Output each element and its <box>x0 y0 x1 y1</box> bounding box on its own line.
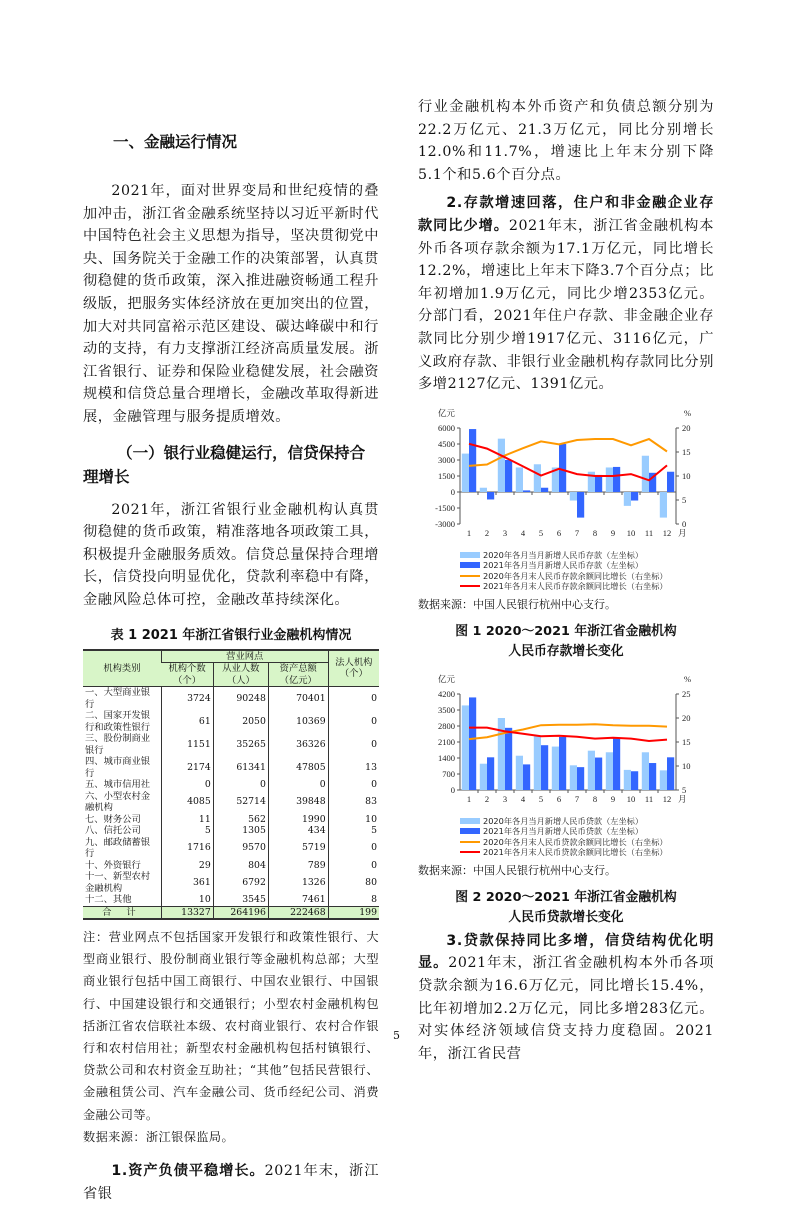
svg-text:5: 5 <box>538 793 544 804</box>
cell-assets: 5719 <box>268 837 328 860</box>
cell-staff: 9570 <box>213 837 268 860</box>
cell-staff: 6792 <box>213 871 268 894</box>
svg-text:3000: 3000 <box>438 454 455 465</box>
col-legal: 法人机构（个） <box>328 650 379 687</box>
svg-text:亿元: 亿元 <box>438 407 456 418</box>
cell-name: 六、小型农村金融机构 <box>85 790 151 813</box>
cell-staff: 562 <box>213 814 268 826</box>
banking-paragraph: 2021年，浙江省银行业金融机构认真贯彻稳健的货币政策，精准落地各项政策工具，积极提升金融服务质效。信贷总量保持合理增长，信贷投向明显优化，贷款利率稳中有降，金融风险总体可控，金融改革持续深化。 <box>83 501 379 608</box>
svg-text:6: 6 <box>556 527 562 538</box>
svg-text:11: 11 <box>644 527 654 538</box>
svg-text:-1500: -1500 <box>435 502 455 513</box>
legend-label: 2020年各月当月新增人民币贷款（左坐标） <box>483 815 644 826</box>
assets-lead: 1.资产负债平稳增长。 <box>111 1163 265 1180</box>
svg-text:3500: 3500 <box>438 704 455 715</box>
table-row <box>83 791 379 814</box>
cell-assets: 70401 <box>268 687 328 711</box>
deposit-chart-legend <box>460 550 714 592</box>
loan-chart-svg <box>418 670 714 810</box>
legend-label: 2021年各月末人民币贷款余额同比增长（右坐标） <box>483 847 668 858</box>
cell-legal: 0 <box>328 779 379 791</box>
svg-text:7: 7 <box>574 527 580 538</box>
cell-staff: 264196 <box>213 906 268 919</box>
legend-item <box>460 581 714 592</box>
loan-text: 2021年末，浙江省金融机构本外币各项贷款余额为16.6万亿元，同比增长15.4%，比年初增加2.2万亿元，同比多增283亿元。对实体经济领域信贷支持力度稳固。2021年，浙江省民营 <box>418 955 714 1062</box>
loan-lead: 3.贷款保持同比多增，信贷结构优化明显。 <box>418 932 714 972</box>
table-total-row <box>83 906 379 919</box>
svg-text:0: 0 <box>682 518 687 529</box>
cell-count: 1716 <box>161 837 213 860</box>
svg-text:0: 0 <box>450 486 455 497</box>
cell-name: 十二、其他 <box>85 894 132 905</box>
cell-count: 3724 <box>161 687 213 711</box>
fig2-caption-line1: 图 2 2020～2021 年浙江省金融机构 <box>455 889 677 905</box>
legend-label: 2020年各月当月新增人民币存款（左坐标） <box>483 549 644 560</box>
cell-legal: 0 <box>328 687 379 711</box>
legend-label: 2021年各月末人民币存款余额同比增长（右坐标） <box>483 581 668 592</box>
cell-assets: 36326 <box>268 733 328 756</box>
cell-legal: 0 <box>328 860 379 872</box>
fig1-caption <box>418 622 714 662</box>
cell-name: 合 计 <box>102 906 142 918</box>
table-row <box>83 756 379 779</box>
svg-text:0: 0 <box>450 784 455 795</box>
table-note <box>83 926 379 1148</box>
left-column <box>83 100 379 1205</box>
svg-text:2800: 2800 <box>438 720 455 731</box>
cell-name: 七、财务公司 <box>85 813 141 825</box>
cell-count: 4085 <box>161 791 213 814</box>
deposit-text: 2021年末，浙江省金融机构本外币各项存款余额为17.1万亿元，同比增长12.2%，增速比上年末下降3.7个百分点；比年初增加1.9万亿元，同比少增2353亿元。分部门看，2021年住户存款、非金融企业存款同比分别少增1917亿元、3116亿元，广义政府存款、非银行业金融机构存款同比分别多增2127亿元、1391亿元。 <box>418 217 715 393</box>
svg-text:12: 12 <box>662 793 672 804</box>
table-row <box>83 687 379 711</box>
legend-label: 2021年各月当月新增人民币存款（左坐标） <box>483 560 644 571</box>
cell-assets: 789 <box>268 860 328 872</box>
legend-bar-swatch-icon <box>460 552 480 558</box>
note-text: 注：营业网点不包括国家开发银行和政策性银行、大型商业银行、股份制商业银行等金融机构总部；大型商业银行包括中国工商银行、中国农业银行、中国银行、中国建设银行和交通银行；小型农村金融机构包括浙江省农信联社本级、农村商业银行、农村合作银行和农村信用社；新型农村金融机构包括村镇银行、贷款公司和农村资金互助社；“其他”包括民营银行、金融租赁公司、汽车金融公司、货币经纪公司、消费金融公司等。 <box>83 930 379 1122</box>
svg-text:4200: 4200 <box>438 688 455 699</box>
svg-text:%: % <box>684 673 692 684</box>
cell-count: 10 <box>161 894 213 906</box>
assets-paragraph <box>83 1160 379 1205</box>
col-group-outlets: 营业网点 <box>161 650 328 663</box>
svg-text:月: 月 <box>678 793 687 804</box>
svg-text:-3000: -3000 <box>435 518 455 529</box>
table-row <box>83 860 379 872</box>
fig1-source: 数据来源：中国人民银行杭州中心支行。 <box>418 597 616 611</box>
svg-text:10: 10 <box>682 470 691 481</box>
cell-staff: 52714 <box>213 791 268 814</box>
cell-legal: 0 <box>328 710 379 733</box>
svg-text:%: % <box>684 407 692 418</box>
svg-text:10: 10 <box>626 793 636 804</box>
svg-text:1400: 1400 <box>438 752 455 763</box>
cell-assets: 1990 <box>268 814 328 826</box>
cell-staff: 35265 <box>213 733 268 756</box>
page-number: 5 <box>393 1029 400 1042</box>
institutions-table <box>83 649 379 921</box>
legend-line-swatch-icon <box>460 851 480 853</box>
table-row <box>83 871 379 894</box>
cell-staff: 804 <box>213 860 268 872</box>
cell-name: 八、信托公司 <box>85 825 141 836</box>
col-count: 机构个数（个） <box>168 663 206 686</box>
legend-label: 2020年各月末人民币贷款余额同比增长（右坐标） <box>483 836 668 847</box>
legend-bar-swatch-icon <box>460 828 480 834</box>
cell-name: 十一、新型农村金融机构 <box>85 871 151 894</box>
svg-text:1500: 1500 <box>438 470 455 481</box>
legend-item <box>460 816 714 827</box>
intro-paragraph: 2021年，面对世界变局和世纪疫情的叠加冲击，浙江省金融系统坚持以习近平新时代中国特色社会主义思想为指导，坚决贯彻党中央、国务院关于金融工作的决策部署，认真贯彻稳健的货币政策，深入推进融资畅通工程升级版，把服务实体经济放在更加突出的位置，加大对共同富裕示范区建设、碳达峰碳中和行动的支持，有力支撑浙江经济高质量发展。浙江省银行、证券和保险业稳健发展，社会融资规模和信贷总量合理增长，金融改革取得新进展，金融管理与服务提质增效。 <box>83 183 379 425</box>
fig2-caption <box>418 888 714 928</box>
legend-bar-swatch-icon <box>460 562 480 568</box>
assets-text: 2021年末，浙江省银 <box>83 1163 379 1202</box>
cell-staff: 1305 <box>213 825 268 837</box>
assets-paragraph-cont: 行业金融机构本外币资产和负债总额分别为22.2万亿元、21.3万亿元，同比分别增长12.0%和11.7%，增速比上年末分别下降5.1个和5.6个百分点。 <box>418 99 714 183</box>
svg-text:5: 5 <box>538 527 544 538</box>
svg-text:2100: 2100 <box>438 736 455 747</box>
fig1-caption-line2: 人民币存款增长变化 <box>508 643 624 659</box>
svg-text:1: 1 <box>466 527 472 538</box>
legend-item <box>460 837 714 848</box>
cell-name: 九、邮政储蓄银行 <box>85 836 151 859</box>
legend-item <box>460 571 714 582</box>
cell-staff: 90248 <box>213 687 268 711</box>
cell-count: 2174 <box>161 756 213 779</box>
loan-chart <box>418 670 714 858</box>
svg-text:1: 1 <box>466 793 472 804</box>
svg-text:2: 2 <box>484 793 490 804</box>
svg-text:9: 9 <box>610 793 616 804</box>
cell-count: 11 <box>161 814 213 826</box>
cell-assets: 10369 <box>268 710 328 733</box>
svg-text:3: 3 <box>502 527 508 538</box>
table-row <box>83 814 379 826</box>
cell-legal: 13 <box>328 756 379 779</box>
svg-text:5: 5 <box>682 494 687 505</box>
cell-name: 三、股份制商业银行 <box>85 733 151 756</box>
cell-assets: 1326 <box>268 871 328 894</box>
cell-assets: 47805 <box>268 756 328 779</box>
svg-text:4500: 4500 <box>438 438 455 449</box>
deposit-chart <box>418 404 714 592</box>
col-category: 机构类别 <box>103 662 141 674</box>
legend-line-swatch-icon <box>460 841 480 843</box>
svg-text:5: 5 <box>682 784 687 795</box>
loan-chart-legend <box>460 816 714 858</box>
table-row <box>83 710 379 733</box>
cell-legal: 10 <box>328 814 379 826</box>
table-row <box>83 825 379 837</box>
section-heading: 一、金融运行情况 <box>113 133 238 151</box>
table-row <box>83 837 379 860</box>
cell-count: 61 <box>161 710 213 733</box>
cell-staff: 0 <box>213 779 268 791</box>
svg-text:8: 8 <box>592 527 598 538</box>
legend-line-swatch-icon <box>460 575 480 577</box>
subsection-heading: （一）银行业稳健运行，信贷保持合理增长 <box>83 443 366 486</box>
svg-text:10: 10 <box>682 760 691 771</box>
svg-text:2: 2 <box>484 527 490 538</box>
table-row <box>83 894 379 906</box>
cell-name: 一、大型商业银行 <box>85 687 151 710</box>
cell-name: 二、国家开发银行和政策性银行 <box>85 710 151 733</box>
col-assets: 资产总额（亿元） <box>268 663 328 687</box>
cell-legal: 5 <box>328 825 379 837</box>
svg-text:6000: 6000 <box>438 422 455 433</box>
table-row <box>83 779 379 791</box>
cell-assets: 0 <box>268 779 328 791</box>
svg-text:9: 9 <box>610 527 616 538</box>
cell-assets: 7461 <box>268 894 328 906</box>
cell-name: 五、城市信用社 <box>85 779 151 790</box>
cell-staff: 61341 <box>213 756 268 779</box>
svg-text:20: 20 <box>682 422 691 433</box>
cell-name: 十、外资银行 <box>85 859 141 871</box>
cell-name: 四、城市商业银行 <box>85 756 151 779</box>
svg-text:12: 12 <box>662 527 672 538</box>
cell-staff: 3545 <box>213 894 268 906</box>
col-staff: 从业人数（人） <box>213 663 268 687</box>
cell-count: 13327 <box>161 906 213 919</box>
table-caption: 表 1 2021 年浙江省银行业金融机构情况 <box>110 627 352 643</box>
legend-item <box>460 550 714 561</box>
deposit-lead: 2.存款增速回落，住户和非金融企业存款同比少增。 <box>418 195 714 234</box>
svg-text:15: 15 <box>682 736 691 747</box>
cell-legal: 83 <box>328 791 379 814</box>
svg-text:8: 8 <box>592 793 598 804</box>
cell-assets: 222468 <box>268 906 328 919</box>
fig2-source: 数据来源：中国人民银行杭州中心支行。 <box>418 863 616 877</box>
legend-label: 2021年各月当月新增人民币贷款（左坐标） <box>483 826 644 837</box>
loan-paragraph <box>418 930 714 1066</box>
legend-item <box>460 826 714 837</box>
legend-label: 2020年各月末人民币存款余额同比增长（右坐标） <box>483 570 668 581</box>
cell-assets: 39848 <box>268 791 328 814</box>
cell-legal: 0 <box>328 837 379 860</box>
cell-count: 361 <box>161 871 213 894</box>
right-column <box>418 96 714 1065</box>
svg-text:3: 3 <box>502 793 508 804</box>
svg-text:月: 月 <box>678 527 687 538</box>
fig1-caption-line1: 图 1 2020～2021 年浙江省金融机构 <box>455 623 677 639</box>
svg-text:4: 4 <box>520 793 526 804</box>
svg-text:11: 11 <box>644 793 654 804</box>
svg-text:25: 25 <box>682 688 691 699</box>
deposit-paragraph <box>418 192 714 395</box>
table-row <box>83 733 379 756</box>
svg-text:20: 20 <box>682 712 691 723</box>
legend-item <box>460 847 714 858</box>
svg-text:10: 10 <box>626 527 636 538</box>
svg-text:7: 7 <box>574 793 580 804</box>
cell-staff: 2050 <box>213 710 268 733</box>
deposit-chart-svg <box>418 404 714 544</box>
table-source: 数据来源：浙江银保监局。 <box>83 1129 235 1144</box>
cell-count: 29 <box>161 860 213 872</box>
legend-item <box>460 560 714 571</box>
fig2-caption-line2: 人民币贷款增长变化 <box>508 909 624 925</box>
cell-legal: 80 <box>328 871 379 894</box>
cell-legal: 8 <box>328 894 379 906</box>
svg-text:亿元: 亿元 <box>438 673 456 684</box>
legend-line-swatch-icon <box>460 585 480 587</box>
svg-text:700: 700 <box>442 768 455 779</box>
svg-text:15: 15 <box>682 446 691 457</box>
svg-text:6: 6 <box>556 793 562 804</box>
cell-count: 0 <box>161 779 213 791</box>
cell-legal: 0 <box>328 733 379 756</box>
cell-legal: 199 <box>328 906 379 919</box>
cell-count: 1151 <box>161 733 213 756</box>
svg-text:4: 4 <box>520 527 526 538</box>
cell-assets: 434 <box>268 825 328 837</box>
cell-count: 5 <box>161 825 213 837</box>
legend-bar-swatch-icon <box>460 818 480 824</box>
